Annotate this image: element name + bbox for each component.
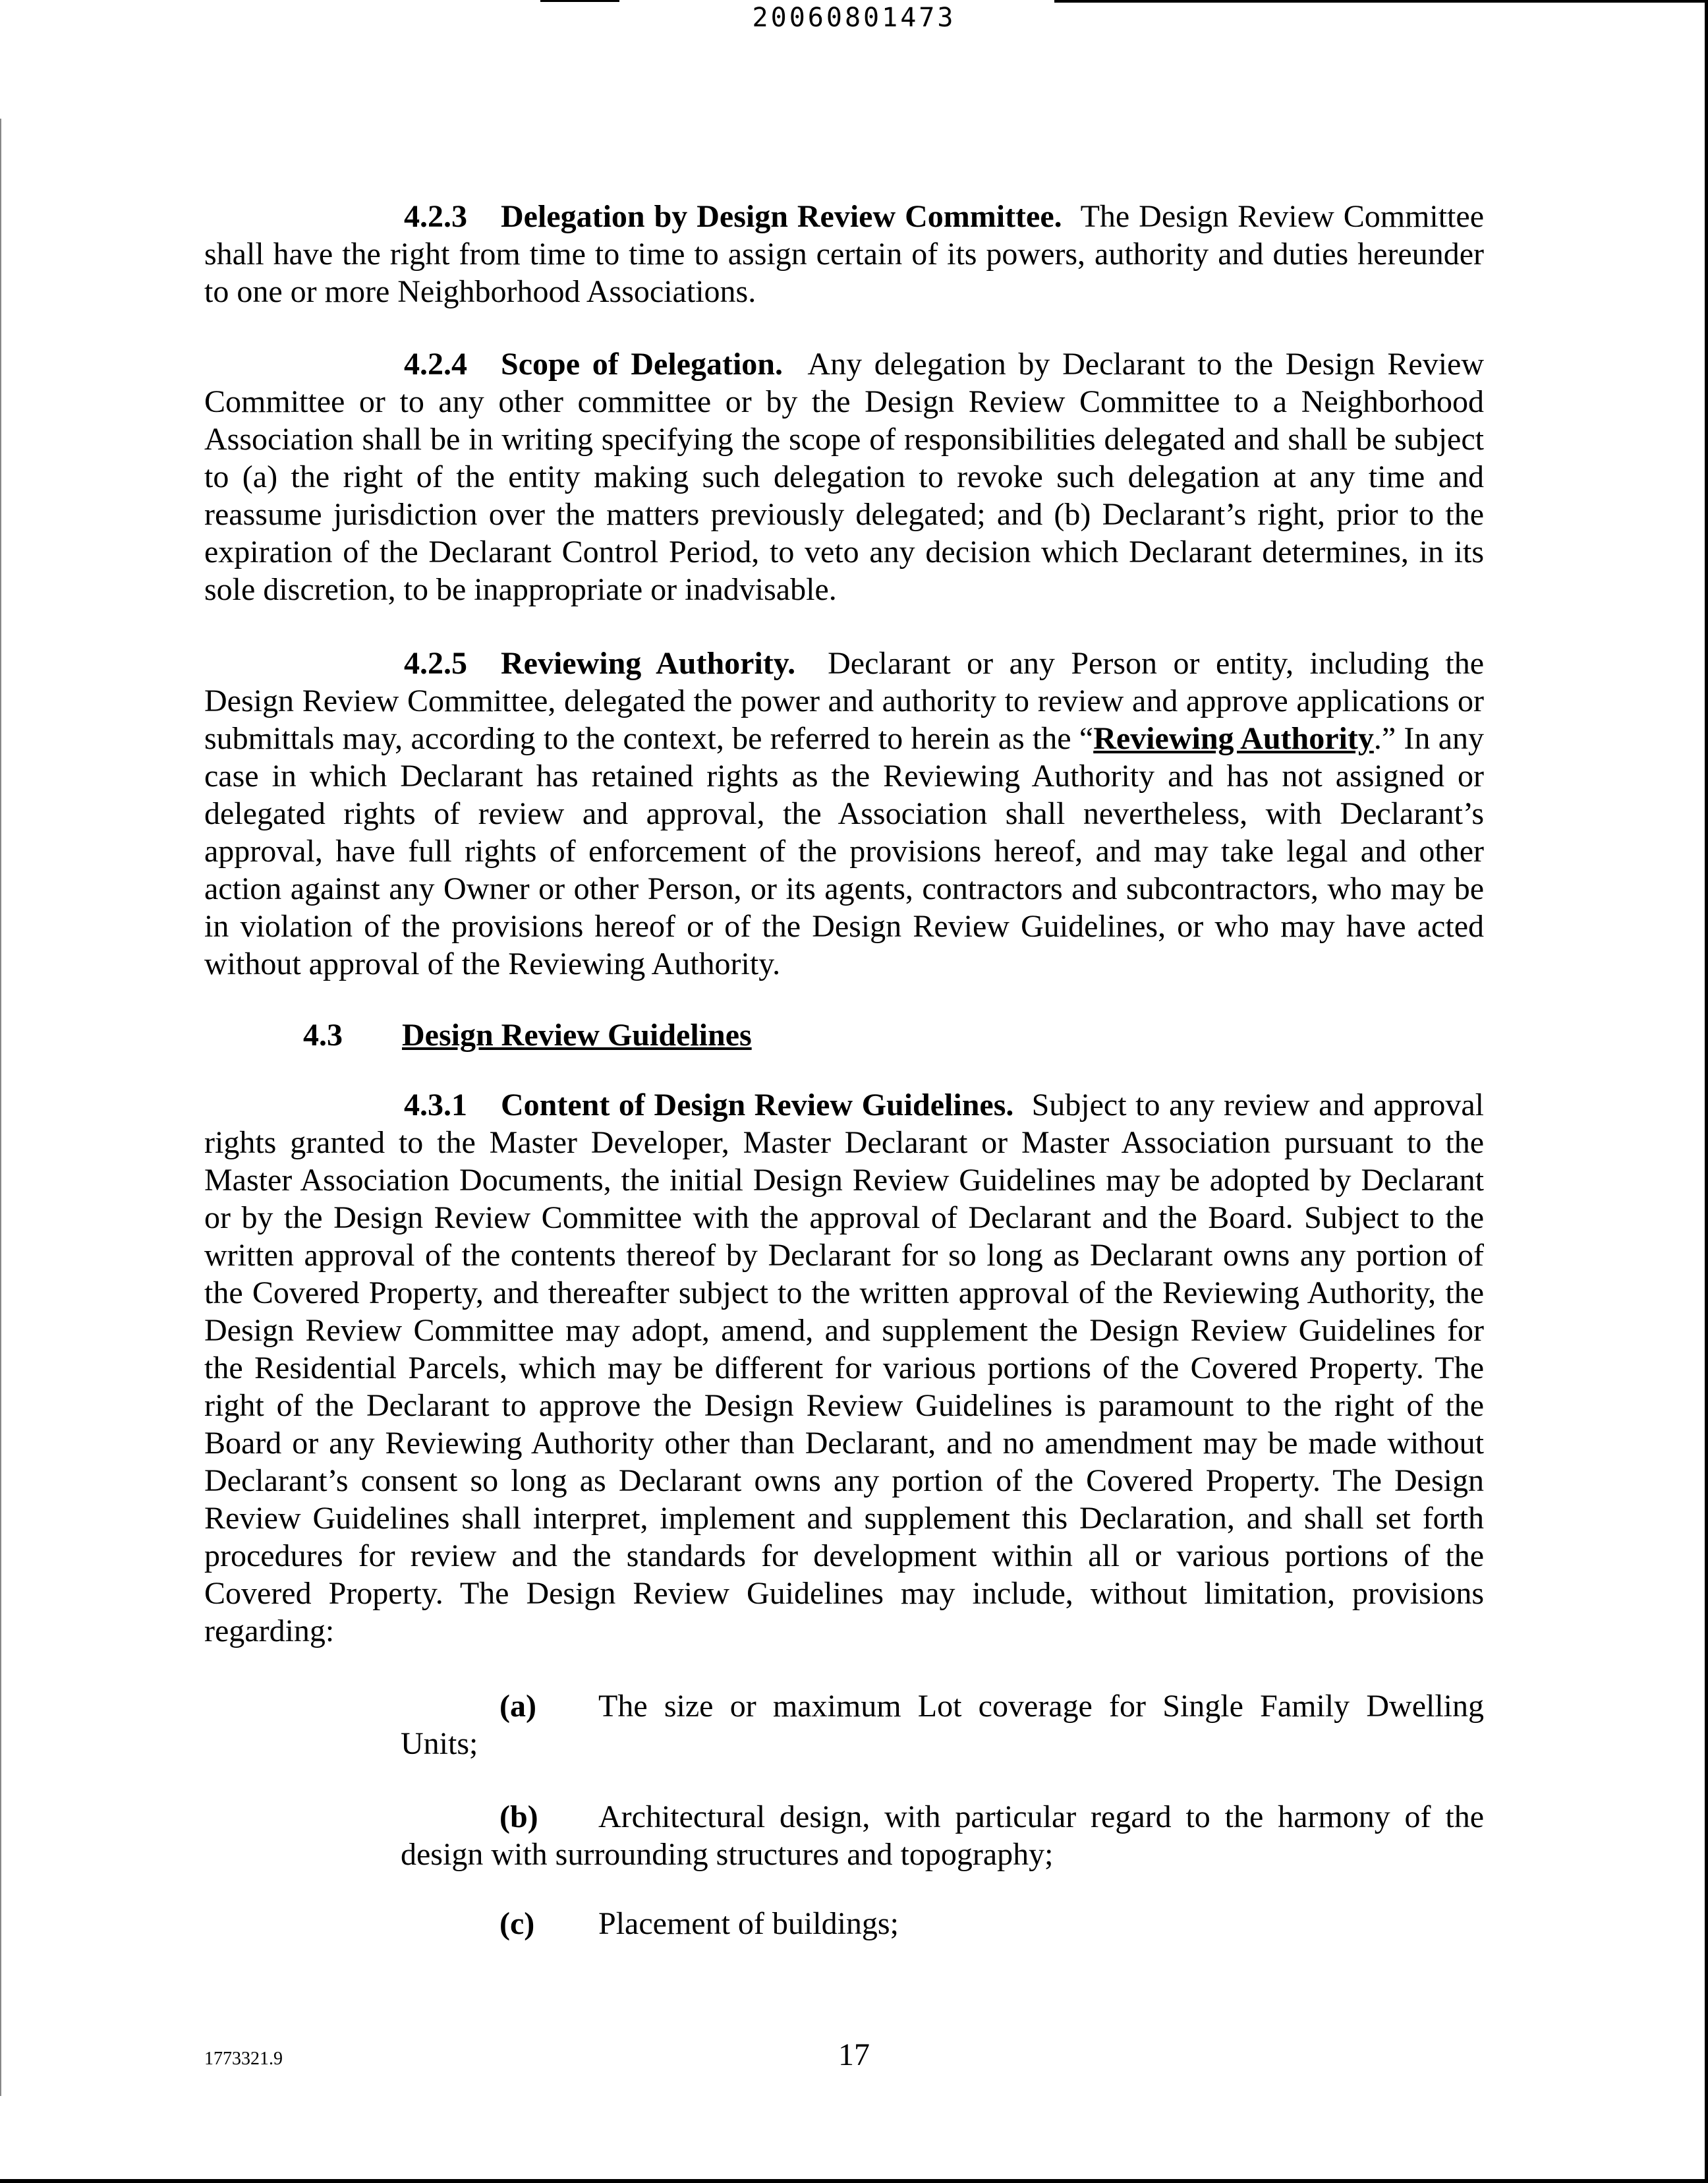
section-heading-4-3 bbox=[303, 1016, 1423, 1054]
paragraph-heading: Scope of Delegation. bbox=[501, 347, 783, 382]
list-item-text: Placement of buildings; bbox=[598, 1906, 899, 1941]
defined-term: Reviewing Authority bbox=[1093, 721, 1374, 756]
paragraph-text: Subject to any review and approval rights granted to the Master Developer, Master Declarant or Master Association pursuant to the Master Association Documents, the initial Design Review Guidelines may be adopted by Declarant or by the Design Review Committee with the approval of Declarant and the Board. Subject to the written approval of the contents thereof by Declarant for so long as Declarant owns any portion of the Covered Property, and thereafter subject to the written approval of the Reviewing Authority, the Design Review Committee may adopt, amend, and supplement the Design Review Guidelines for the Residential Parcels, which may be different for various portions of the Covered Property. The right of the Declarant to approve the Design Review Guidelines is paramount to the right of the Board or any Reviewing Authority other than Declarant, and no amendment may be made without Declarant’s consent so long as Declarant owns any portion of the Covered Property. The Design Review Guidelines shall interpret, implement and supplement this Declaration, and shall set forth procedures for review and the standards for development within all or various portions of the Covered Property. The Design Review Guidelines may include, without limitation, provisions regarding: bbox=[204, 1088, 1485, 1648]
list-item-text: Architectural design, with particular regard to the harmony of the design with surrounding structures and topography; bbox=[401, 1799, 1484, 1872]
paragraph-text: The Design Review Committee shall have the right from time to time to assign certain of its powers, authority and duties hereunder to one or more Neighborhood Associations. bbox=[204, 199, 1484, 309]
paragraph-number: 4.2.4 bbox=[404, 347, 467, 382]
list-item-a bbox=[401, 1687, 1484, 1762]
paragraph-number: 4.3.1 bbox=[404, 1088, 467, 1122]
paragraph-4-2-5 bbox=[204, 645, 1484, 983]
list-item-c bbox=[401, 1905, 1484, 1942]
page-number: 17 bbox=[838, 2037, 870, 2072]
paragraph-4-2-4 bbox=[204, 345, 1484, 608]
scan-edge-bottom bbox=[0, 2179, 1708, 2183]
scan-edge-left bbox=[0, 119, 1, 2096]
paragraph-4-3-1 bbox=[204, 1086, 1484, 1650]
section-number: 4.3 bbox=[303, 1018, 343, 1053]
paragraph-number: 4.2.3 bbox=[404, 199, 467, 234]
paragraph-text-continued: .” In any case in which Declarant has retained rights as the Reviewing Authority and has not assigned or delegated rights of review and approval, the Association shall nevertheless, with Declarant’s approval, have full rights of enforcement of the provisions hereof, and may take legal and other action against any Owner or other Person, or its agents, contractors and subcontractors, who may be in violation of the provisions hereof or of the Design Review Guidelines, or who may have acted without approval of the Reviewing Authority. bbox=[204, 721, 1485, 981]
list-item-b bbox=[401, 1798, 1484, 1873]
scan-edge-top-left bbox=[540, 0, 619, 2]
list-item-letter: (a) bbox=[499, 1689, 536, 1724]
paragraph-number: 4.2.5 bbox=[404, 646, 467, 681]
list-item-text: The size or maximum Lot coverage for Single Family Dwelling Units; bbox=[401, 1689, 1484, 1761]
footer-document-id: 1773321.9 bbox=[204, 2049, 283, 2069]
section-title: Design Review Guidelines bbox=[402, 1018, 752, 1053]
list-item-letter: (c) bbox=[499, 1906, 535, 1941]
recording-number: 20060801473 bbox=[752, 3, 956, 33]
paragraph-4-2-3 bbox=[204, 198, 1484, 310]
paragraph-heading: Reviewing Authority. bbox=[501, 646, 796, 681]
list-item-letter: (b) bbox=[499, 1799, 538, 1834]
paragraph-heading: Delegation by Design Review Committee. bbox=[501, 199, 1062, 234]
paragraph-text: Declarant or any Person or entity, including the Design Review Committee, delegated the power and authority to review and approve applications or submittals may, according to the context, be referred to herein as the “ bbox=[204, 646, 1485, 756]
paragraph-heading: Content of Design Review Guidelines. bbox=[501, 1088, 1014, 1122]
paragraph-text: Any delegation by Declarant to the Design Review Committee or to any other committee or by the Design Review Committee to a Neighborhood Association shall be in writing specifying the scope of responsibilities delegated and shall be subject to (a) the right of the entity making such delegation to revoke such delegation at any time and reassume jurisdiction over the matters previously delegated; and (b) Declarant’s right, prior to the expiration of the Declarant Control Period, to veto any decision which Declarant determines, in its sole discretion, to be inappropriate or inadvisable. bbox=[204, 347, 1485, 607]
scan-edge-right bbox=[1705, 0, 1708, 2183]
